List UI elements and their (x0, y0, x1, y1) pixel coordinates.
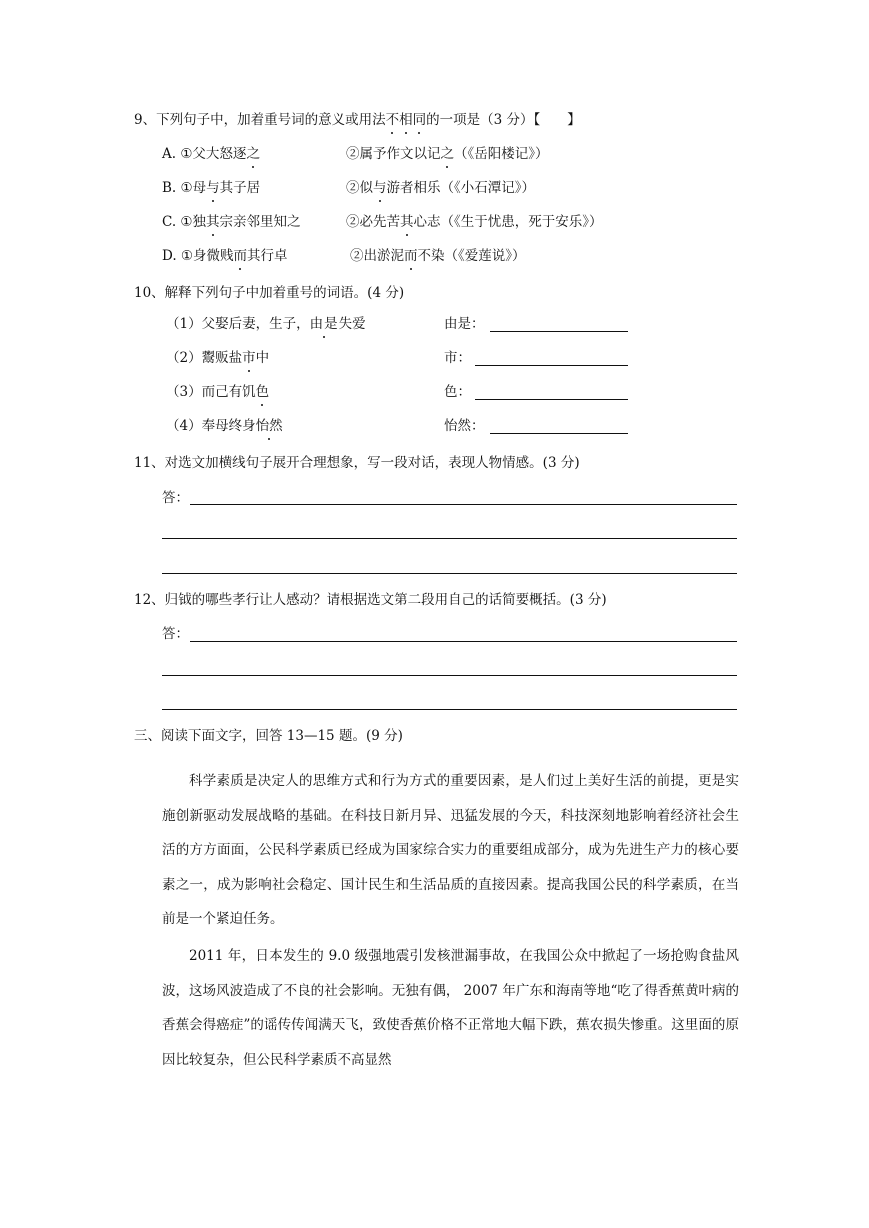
q11-stem: 11、对选文加横线句子展开合理想象，写一段对话，表现人物情感。(3 分) (134, 455, 580, 471)
q9-option-b-b: ②似与游者相乐（《小石潭记》） (346, 180, 535, 196)
q9-option-b: B. ①母与其子居 (162, 180, 261, 196)
section3-heading: 三、阅读下面文字，回答 13—15 题。(9 分) (134, 728, 403, 744)
q9-stem: 9、下列句子中，加着重号词的意义或用法不相同的一项是（3 分）【 】 (134, 112, 581, 128)
q9-option-c-b: ②必先苦其心志（《生于忧患，死于安乐》） (346, 214, 603, 230)
q12-stem: 12、归钺的哪些孝行让人感动？请根据选文第二段用自己的话简要概括。(3 分) (134, 592, 607, 608)
q9-option-c: C. ①独其宗亲邻里知之 (162, 214, 301, 230)
q10-item-4: （4）奉母终身怡然 (166, 418, 283, 434)
q10-term-4: 怡然： (444, 418, 485, 434)
q10-item-3: （3）而己有饥色 (166, 384, 270, 400)
q12-answer-line-2[interactable] (162, 675, 737, 676)
q11-answer-line-1[interactable] (190, 504, 737, 505)
q9-option-d: D. ①身微贱而其行卓 (162, 248, 288, 264)
section3-passage (162, 764, 739, 1077)
passage-paragraph-1: 科学素质是决定人的思维方式和行为方式的重要因素，是人们过上美好生活的前提，更是实施创新驱动发展战略的基础。在科技日新月异、迅猛发展的今天，科技深刻地影响着经济社会生活的方方面面，公民科学素质已经成为国家综合实力的重要组成部分，成为先进生产力的核心要素之一，成为影响社会稳定、国计民生和生活品质的直接因素。提高我国公民的科学素质，在当前是一个紧迫任务。 (162, 773, 739, 928)
q9-option-d-b: ②出淤泥而不染（《爱莲说》） (350, 248, 526, 264)
q10-answer-3[interactable] (475, 399, 628, 400)
q11-answer-line-2[interactable] (162, 538, 737, 539)
q12-answer-line-1[interactable] (190, 641, 737, 642)
q10-term-1: 由是： (444, 316, 485, 332)
q10-stem: 10、解释下列句子中加着重号的词语。(4 分) (134, 285, 405, 301)
q10-item-2: （2）鬻贩盐市中 (166, 350, 270, 366)
q10-answer-4[interactable] (490, 433, 628, 434)
passage-paragraph-2: 2011 年，日本发生的 9.0 级强地震引发核泄漏事故，在我国公众中掀起了一场抢购食盐风波，这场风波造成了不良的社会影响。无独有偶， 2007 年广东和海南等地“吃了得香蕉黄叶病的香蕉会得癌症”的谣传传闻满天飞，致使香蕉价格不正常地大幅下跌，蕉农损失惨重。这里面的原因比较复杂，但公民科学素质不高显然 (162, 947, 739, 1068)
q12-answer-label: 答： (162, 626, 189, 642)
q9-option-a-b: ②属予作文以记之（《岳阳楼记》） (346, 146, 549, 162)
q10-answer-2[interactable] (475, 365, 628, 366)
q10-item-1: （1）父娶后妻，生子，由是失爱 (166, 316, 366, 332)
q9-stem-dot-1: 不 (385, 112, 400, 128)
q9-stem-dot-2: 相 (399, 112, 413, 128)
q11-answer-label: 答： (162, 490, 189, 506)
q9-stem-dot-3: 同 (412, 112, 427, 128)
q12-answer-line-3[interactable] (162, 709, 737, 710)
q10-answer-1[interactable] (490, 331, 628, 332)
q9-option-a: A. ①父大怒逐之 (162, 146, 260, 162)
q10-term-2: 市： (444, 350, 471, 366)
q11-answer-line-3[interactable] (162, 573, 737, 574)
q10-term-3: 色： (444, 384, 471, 400)
